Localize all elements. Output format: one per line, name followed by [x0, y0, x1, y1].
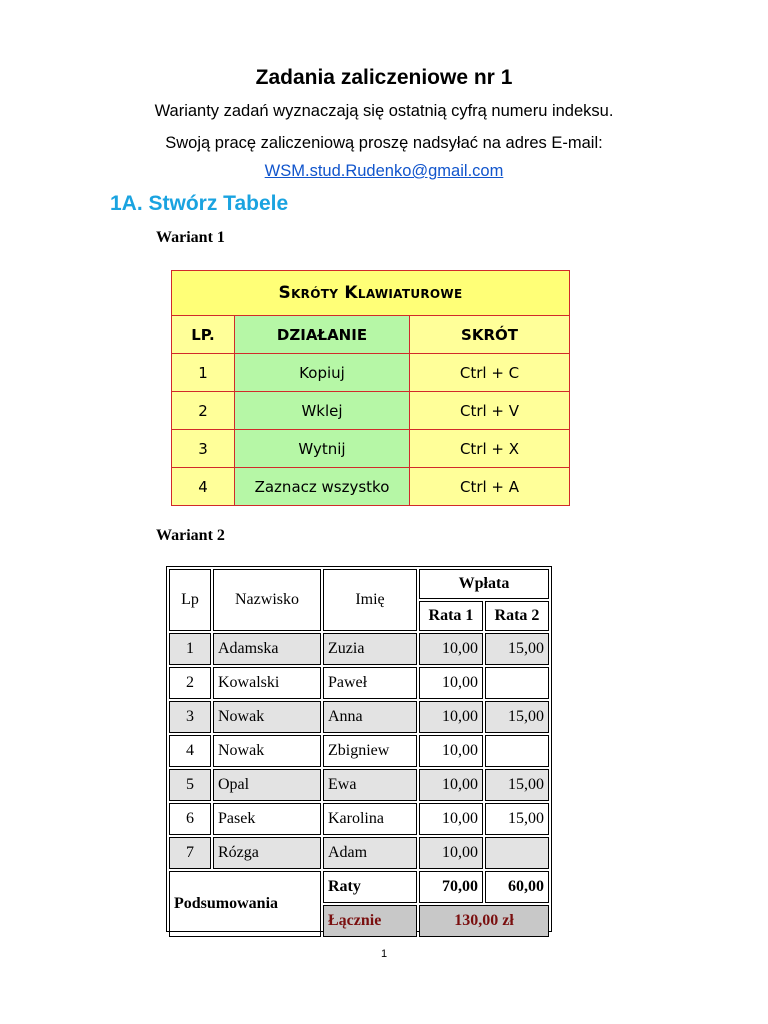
- row-surname: Rózga: [213, 837, 321, 869]
- row-surname: Nowak: [213, 701, 321, 733]
- row-shortcut: Ctrl + X: [410, 430, 570, 468]
- header-skrot: SKRÓT: [410, 316, 570, 354]
- row-shortcut: Ctrl + V: [410, 392, 570, 430]
- row-rata-2: [485, 837, 549, 869]
- row-rata-1: 10,00: [419, 667, 483, 699]
- row-name: Ewa: [323, 769, 417, 801]
- header-imie: Imię: [323, 569, 417, 631]
- row-name: Adam: [323, 837, 417, 869]
- table-row: [169, 769, 549, 801]
- summary-label: Podsumowania: [169, 871, 321, 937]
- row-lp: 2: [169, 667, 211, 699]
- raty-label: Raty: [323, 871, 417, 903]
- row-lp: 4: [172, 468, 235, 506]
- row-rata-2: 15,00: [485, 633, 549, 665]
- row-rata-1: 10,00: [419, 735, 483, 767]
- row-lp: 7: [169, 837, 211, 869]
- row-name: Karolina: [323, 803, 417, 835]
- row-surname: Pasek: [213, 803, 321, 835]
- email-line: [0, 162, 768, 181]
- row-shortcut: Ctrl + A: [410, 468, 570, 506]
- row-rata-2: [485, 667, 549, 699]
- table-row: [172, 468, 570, 506]
- intro-line-1: Warianty zadań wyznaczają się ostatnią cyfrą numeru indeksu.: [154, 102, 614, 120]
- variant-1-label: Wariant 1: [156, 229, 225, 246]
- total-label: Łącznie: [323, 905, 417, 937]
- row-surname: Kowalski: [213, 667, 321, 699]
- row-rata-1: 10,00: [419, 803, 483, 835]
- header-nazwisko: Nazwisko: [213, 569, 321, 631]
- shortcuts-table: [171, 270, 570, 506]
- table-row: [169, 701, 549, 733]
- page-number: 1: [380, 948, 388, 960]
- table-row: [169, 735, 549, 767]
- header-lp: LP.: [172, 316, 235, 354]
- row-action: Wklej: [235, 392, 410, 430]
- table-row: [169, 803, 549, 835]
- row-rata-2: 15,00: [485, 701, 549, 733]
- header-rata-2: Rata 2: [485, 601, 549, 631]
- row-rata-2: 15,00: [485, 803, 549, 835]
- raty-1-total: 70,00: [419, 871, 483, 903]
- row-action: Zaznacz wszystko: [235, 468, 410, 506]
- row-action: Wytnij: [235, 430, 410, 468]
- header-rata-1: Rata 1: [419, 601, 483, 631]
- row-rata-1: 10,00: [419, 837, 483, 869]
- row-lp: 2: [172, 392, 235, 430]
- row-rata-2: [485, 735, 549, 767]
- raty-2-total: 60,00: [485, 871, 549, 903]
- row-name: Anna: [323, 701, 417, 733]
- row-lp: 3: [169, 701, 211, 733]
- table-row: [172, 392, 570, 430]
- row-lp: 1: [169, 633, 211, 665]
- page-title: Zadania zaliczeniowe nr 1: [255, 66, 513, 89]
- row-surname: Opal: [213, 769, 321, 801]
- header-wplata: Wpłata: [419, 569, 549, 599]
- row-surname: Nowak: [213, 735, 321, 767]
- row-name: Zbigniew: [323, 735, 417, 767]
- row-lp: 1: [172, 354, 235, 392]
- table-row: [169, 837, 549, 869]
- header-lp: Lp: [169, 569, 211, 631]
- table-row: [169, 667, 549, 699]
- row-rata-1: 10,00: [419, 633, 483, 665]
- row-lp: 6: [169, 803, 211, 835]
- header-dzialanie: DZIAŁANIE: [235, 316, 410, 354]
- section-heading: 1A. Stwórz Tabele: [110, 192, 289, 215]
- row-surname: Adamska: [213, 633, 321, 665]
- row-name: Paweł: [323, 667, 417, 699]
- shortcuts-table-caption: Skróty Klawiaturowe: [172, 271, 570, 316]
- table-row: [172, 354, 570, 392]
- variant-2-label: Wariant 2: [156, 527, 225, 544]
- grand-total: 130,00 zł: [419, 905, 549, 937]
- row-lp: 3: [172, 430, 235, 468]
- table-row: [172, 430, 570, 468]
- row-rata-2: 15,00: [485, 769, 549, 801]
- payments-table: [167, 567, 551, 939]
- payments-table-frame: [166, 566, 552, 932]
- row-lp: 4: [169, 735, 211, 767]
- row-action: Kopiuj: [235, 354, 410, 392]
- intro-line-2: Swoją pracę zaliczeniową proszę nadsyłać na adres E-mail:: [165, 134, 603, 152]
- row-rata-1: 10,00: [419, 701, 483, 733]
- email-link[interactable]: WSM.stud.Rudenko@gmail.com: [264, 162, 504, 180]
- table-row: [169, 633, 549, 665]
- row-name: Zuzia: [323, 633, 417, 665]
- row-lp: 5: [169, 769, 211, 801]
- row-rata-1: 10,00: [419, 769, 483, 801]
- row-shortcut: Ctrl + C: [410, 354, 570, 392]
